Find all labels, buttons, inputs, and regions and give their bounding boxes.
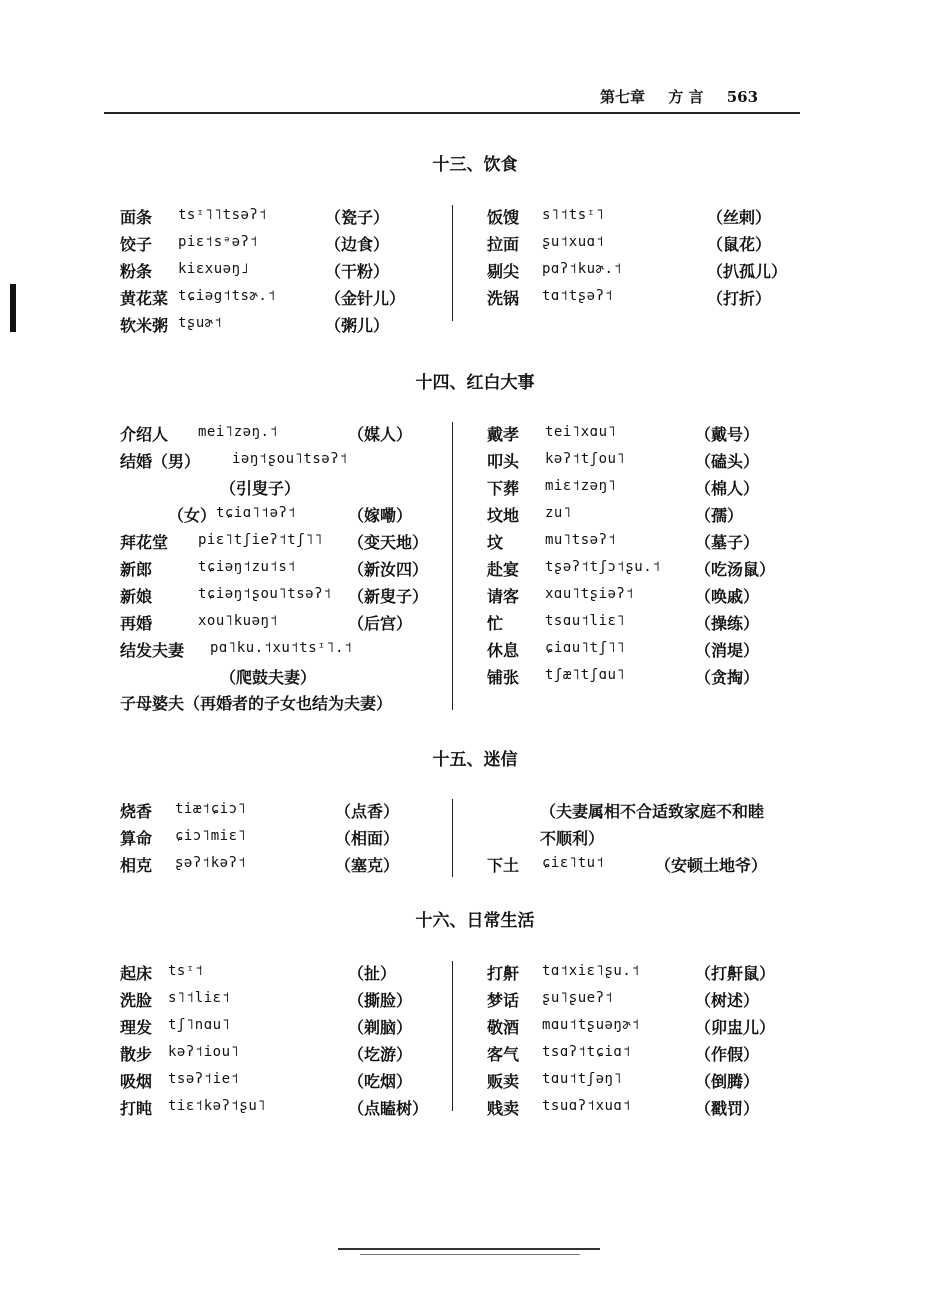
phonetic: kəʔ˦tʃou˥: [545, 451, 626, 467]
dialect-word: 饺子: [120, 235, 153, 254]
entry-row: [120, 259, 450, 286]
phonetic: ɕiɑu˥tʃ˥˥: [545, 640, 626, 656]
entry-row: [487, 584, 807, 611]
gloss: （戳罚）: [695, 1099, 760, 1118]
dialect-word: 算命: [120, 829, 153, 848]
entry-row: [487, 961, 807, 988]
page-number: 563: [726, 88, 759, 106]
phonetic: tsᶦ˦: [168, 963, 204, 979]
dialect-word: 散步: [120, 1045, 153, 1064]
section-15-note-line1: （夫妻属相不合适致家庭不和睦: [540, 802, 765, 821]
dialect-word: 烧香: [120, 802, 153, 821]
gloss: （丝剌）: [707, 208, 772, 227]
phonetic: tsɑu˦liɛ˥: [545, 613, 626, 629]
dialect-word: 新郎: [120, 560, 153, 579]
entry-row: [120, 665, 450, 692]
gloss: （撕脸）: [348, 991, 413, 1010]
dialect-word: 结发夫妻: [120, 641, 185, 660]
dialect-word: 戴孝: [487, 425, 520, 444]
dialect-word: 梦话: [487, 991, 520, 1010]
section-15-left-column: [120, 799, 450, 880]
entry-row: [487, 530, 807, 557]
phonetic: ʂu˥ʂueʔ˦: [542, 990, 614, 1006]
section-16-right-column: [487, 961, 807, 1123]
entry-row: [120, 1069, 450, 1096]
gloss: （引叟子）: [220, 479, 301, 498]
dialect-word: 叩头: [487, 452, 520, 471]
gloss: （新叟子）: [348, 587, 429, 606]
footer-rule-thin: [360, 1254, 580, 1255]
phonetic: miɛ˦zəŋ˥: [545, 478, 617, 494]
section-15-title: 十五、迷信: [432, 750, 518, 770]
gloss: （作假）: [695, 1045, 760, 1064]
entry-row: [120, 584, 450, 611]
gloss: （贪掏）: [695, 668, 760, 687]
chapter-label: 第七章: [600, 88, 646, 106]
dialect-word: 贱卖: [487, 1099, 520, 1118]
section-14-note: 子母婆夫（再婚者的子女也结为夫妻）: [120, 694, 393, 713]
entry-row: [487, 449, 807, 476]
dialect-word: 新娘: [120, 587, 153, 606]
gloss: （鼠花）: [707, 235, 772, 254]
section-16-left-column: [120, 961, 450, 1123]
phonetic: tɕiəŋ˦zu˦s˦: [198, 559, 297, 575]
entry-row: [120, 313, 450, 340]
entry-row: [487, 422, 807, 449]
entry-row: [120, 799, 450, 826]
gloss: （吃汤鼠）: [695, 560, 776, 579]
dialect-word: 介绍人: [120, 425, 169, 444]
topic-label: 方 言: [668, 88, 704, 106]
phonetic: tɑu˦tʃəŋ˥: [542, 1071, 623, 1087]
margin-mark: [10, 284, 16, 332]
entry-row: [487, 1042, 807, 1069]
dialect-word: 拉面: [487, 235, 520, 254]
phonetic: mu˥tsəʔ˦: [545, 532, 617, 548]
gloss: （树述）: [695, 991, 760, 1010]
phonetic: tɕiəg˦tsɚ.˦: [178, 288, 277, 304]
section-13-right-column: [487, 205, 807, 313]
entry-row: [487, 853, 807, 880]
phonetic: tsuɑʔ˦xuɑ˦: [542, 1098, 632, 1114]
entry-row: [120, 638, 450, 665]
entry-row: [487, 1069, 807, 1096]
gloss: （倒腾）: [695, 1072, 760, 1091]
phonetic: s˥˦liɛ˦: [168, 990, 231, 1006]
phonetic: piɛ˦sᵊəʔ˦: [178, 234, 259, 250]
entry-row: [120, 422, 450, 449]
phonetic: mɑu˦tʂuəŋɚ˦: [542, 1017, 641, 1033]
phonetic: tʂuɚ˦: [178, 315, 223, 331]
phonetic: tɕiɑ˥˦əʔ˦: [216, 505, 297, 521]
entry-row: [487, 638, 807, 665]
entry-row: [120, 826, 450, 853]
dialect-word: 起床: [120, 964, 153, 983]
entry-row: [120, 1015, 450, 1042]
entry-row: [120, 961, 450, 988]
entry-row: [120, 1096, 450, 1123]
dialect-word: 理发: [120, 1018, 153, 1037]
dialect-word: 下土: [487, 856, 520, 875]
footer-rule: [338, 1248, 600, 1250]
phonetic: kəʔ˦iou˥: [168, 1044, 240, 1060]
gloss: （剃脑）: [348, 1018, 413, 1037]
phonetic: tsəʔ˦ie˦: [168, 1071, 240, 1087]
gloss: （棉人）: [695, 479, 760, 498]
gloss: （墓子）: [695, 533, 760, 552]
entry-row: [487, 1015, 807, 1042]
entry-row: [487, 557, 807, 584]
phonetic: xɑu˥tʂiəʔ˦: [545, 586, 635, 602]
phonetic: kiɛxuəŋ˩: [178, 261, 250, 277]
gloss: （干粉）: [325, 262, 390, 281]
phonetic: piɛ˥tʃieʔ˦tʃ˥˥: [198, 532, 324, 548]
running-header: [600, 86, 800, 107]
gloss: （点香）: [335, 802, 400, 821]
section-15-note-line2: 不顺利）: [540, 829, 605, 848]
phonetic: tɕiəŋ˦ʂou˥tsəʔ˦: [198, 586, 332, 602]
phonetic: ʂəʔ˦kəʔ˦: [175, 855, 247, 871]
entry-row: [487, 259, 807, 286]
dialect-word: 洗脸: [120, 991, 153, 1010]
gloss: （戴号）: [695, 425, 760, 444]
entry-row: [120, 853, 450, 880]
dialect-word: 打盹: [120, 1099, 153, 1118]
phonetic: tsᶦ˥˥tsəʔ˦: [178, 207, 268, 223]
gloss: （边食）: [325, 235, 390, 254]
entry-row: [487, 611, 807, 638]
gloss: （安顿土地爷）: [655, 856, 768, 875]
gloss: （嫁嘞）: [348, 506, 413, 525]
dialect-word: 结婚（男）: [120, 452, 201, 471]
gloss: （吃烟）: [348, 1072, 413, 1091]
dialect-word: 黄花菜: [120, 289, 169, 308]
entry-row: [487, 205, 807, 232]
dialect-word: 请客: [487, 587, 520, 606]
phonetic: zu˥: [545, 505, 572, 521]
dialect-word: 软米粥: [120, 316, 169, 335]
section-14-right-column: [487, 422, 807, 692]
phonetic: tiæ˦ɕiɔ˥: [175, 801, 247, 817]
dialect-word: 忙: [487, 614, 504, 633]
phonetic: tɑ˦tʂəʔ˦: [542, 288, 614, 304]
dialect-word: 敬酒: [487, 1018, 520, 1037]
gloss: （扯）: [348, 964, 397, 983]
gloss: （塞克）: [335, 856, 400, 875]
entry-row: [120, 449, 450, 476]
phonetic: ɕiɛ˥tu˦: [542, 855, 605, 871]
entry-row: [487, 503, 807, 530]
section-14-title: 十四、红白大事: [415, 373, 535, 393]
dialect-word: 赴宴: [487, 560, 520, 579]
gloss: （相面）: [335, 829, 400, 848]
entry-row: [120, 476, 450, 503]
phonetic: tiɛ˦kəʔ˦ʂu˥: [168, 1098, 267, 1114]
phonetic: pɑʔ˦kuɚ.˦: [542, 261, 623, 277]
gloss: （唤戚）: [695, 587, 760, 606]
dialect-word: 洗锅: [487, 289, 520, 308]
gloss: （后宫）: [348, 614, 413, 633]
dialect-word: 休息: [487, 641, 520, 660]
dialect-word: 铺张: [487, 668, 520, 687]
gloss: （粥儿）: [325, 316, 390, 335]
dialect-word: 贩卖: [487, 1072, 520, 1091]
dialect-word: 坟: [487, 533, 504, 552]
dialect-word: 剔尖: [487, 262, 520, 281]
gloss: （新汝四）: [348, 560, 429, 579]
gloss: （变天地）: [348, 533, 429, 552]
dialect-word: 下葬: [487, 479, 520, 498]
dialect-word: （女）: [168, 506, 217, 525]
gloss: （操练）: [695, 614, 760, 633]
dialect-word: 坟地: [487, 506, 520, 525]
dialect-word: 相克: [120, 856, 153, 875]
phonetic: ɕiɔ˥miɛ˥: [175, 828, 247, 844]
entry-row: [487, 476, 807, 503]
dialect-word: 拜花堂: [120, 533, 169, 552]
gloss: （瓷子）: [325, 208, 390, 227]
section-14-left-column: [120, 422, 450, 692]
section-16-title: 十六、日常生活: [415, 911, 535, 931]
entry-row: [487, 232, 807, 259]
phonetic: mei˥zəŋ.˦: [198, 424, 279, 440]
phonetic: tʃ˥nɑu˥: [168, 1017, 231, 1033]
dialect-word: 打鼾: [487, 964, 520, 983]
phonetic: s˥˦tsᶦ˥: [542, 207, 605, 223]
column-divider: [452, 422, 453, 710]
gloss: （磕头）: [695, 452, 760, 471]
gloss: （卯盅儿）: [695, 1018, 776, 1037]
gloss: （爬鼓夫妻）: [220, 668, 317, 687]
phonetic: ʂu˦xuɑ˦: [542, 234, 605, 250]
phonetic: tɑ˦xiɛ˥ʂu.˦: [542, 963, 641, 979]
phonetic: tsɑʔ˦tɕiɑ˦: [542, 1044, 632, 1060]
phonetic: iəŋ˦ʂou˥tsəʔ˦: [232, 451, 349, 467]
column-divider: [452, 205, 453, 321]
entry-row: [120, 530, 450, 557]
entry-row: [120, 557, 450, 584]
entry-row: [120, 286, 450, 313]
dialect-word: 客气: [487, 1045, 520, 1064]
column-divider: [452, 961, 453, 1111]
entry-row: [120, 988, 450, 1015]
gloss: （孺）: [695, 506, 744, 525]
gloss: （扒孤儿）: [707, 262, 788, 281]
phonetic: tʂəʔ˦tʃɔ˦ʂu.˦: [545, 559, 662, 575]
column-divider: [452, 799, 453, 877]
section-13-title: 十三、饮食: [432, 155, 518, 175]
entry-row: [487, 286, 807, 313]
entry-row: [120, 503, 450, 530]
dialect-word: 饭馊: [487, 208, 520, 227]
entry-row: [487, 988, 807, 1015]
gloss: （消堤）: [695, 641, 760, 660]
entry-row: [487, 1096, 807, 1123]
phonetic: tei˥xɑu˥: [545, 424, 617, 440]
header-rule: [104, 112, 800, 114]
entry-row: [120, 205, 450, 232]
gloss: （打鼾鼠）: [695, 964, 776, 983]
phonetic: xou˥kuəŋ˦: [198, 613, 279, 629]
phonetic: tʃæ˥tʃɑu˥: [545, 667, 626, 683]
dialect-word: 再婚: [120, 614, 153, 633]
gloss: （圪游）: [348, 1045, 413, 1064]
entry-row: [120, 1042, 450, 1069]
section-13-left-column: [120, 205, 450, 340]
dialect-word: 面条: [120, 208, 153, 227]
gloss: （媒人）: [348, 425, 413, 444]
gloss: （点瞌树）: [348, 1099, 429, 1118]
entry-row: [120, 611, 450, 638]
section-15-right-column: [487, 853, 807, 880]
phonetic: pɑ˥ku.˦xu˦tsᶦ˥.˦: [210, 640, 353, 656]
gloss: （金针儿）: [325, 289, 406, 308]
dialect-word: 吸烟: [120, 1072, 153, 1091]
gloss: （打折）: [707, 289, 772, 308]
entry-row: [120, 232, 450, 259]
entry-row: [487, 665, 807, 692]
dialect-word: 粉条: [120, 262, 153, 281]
